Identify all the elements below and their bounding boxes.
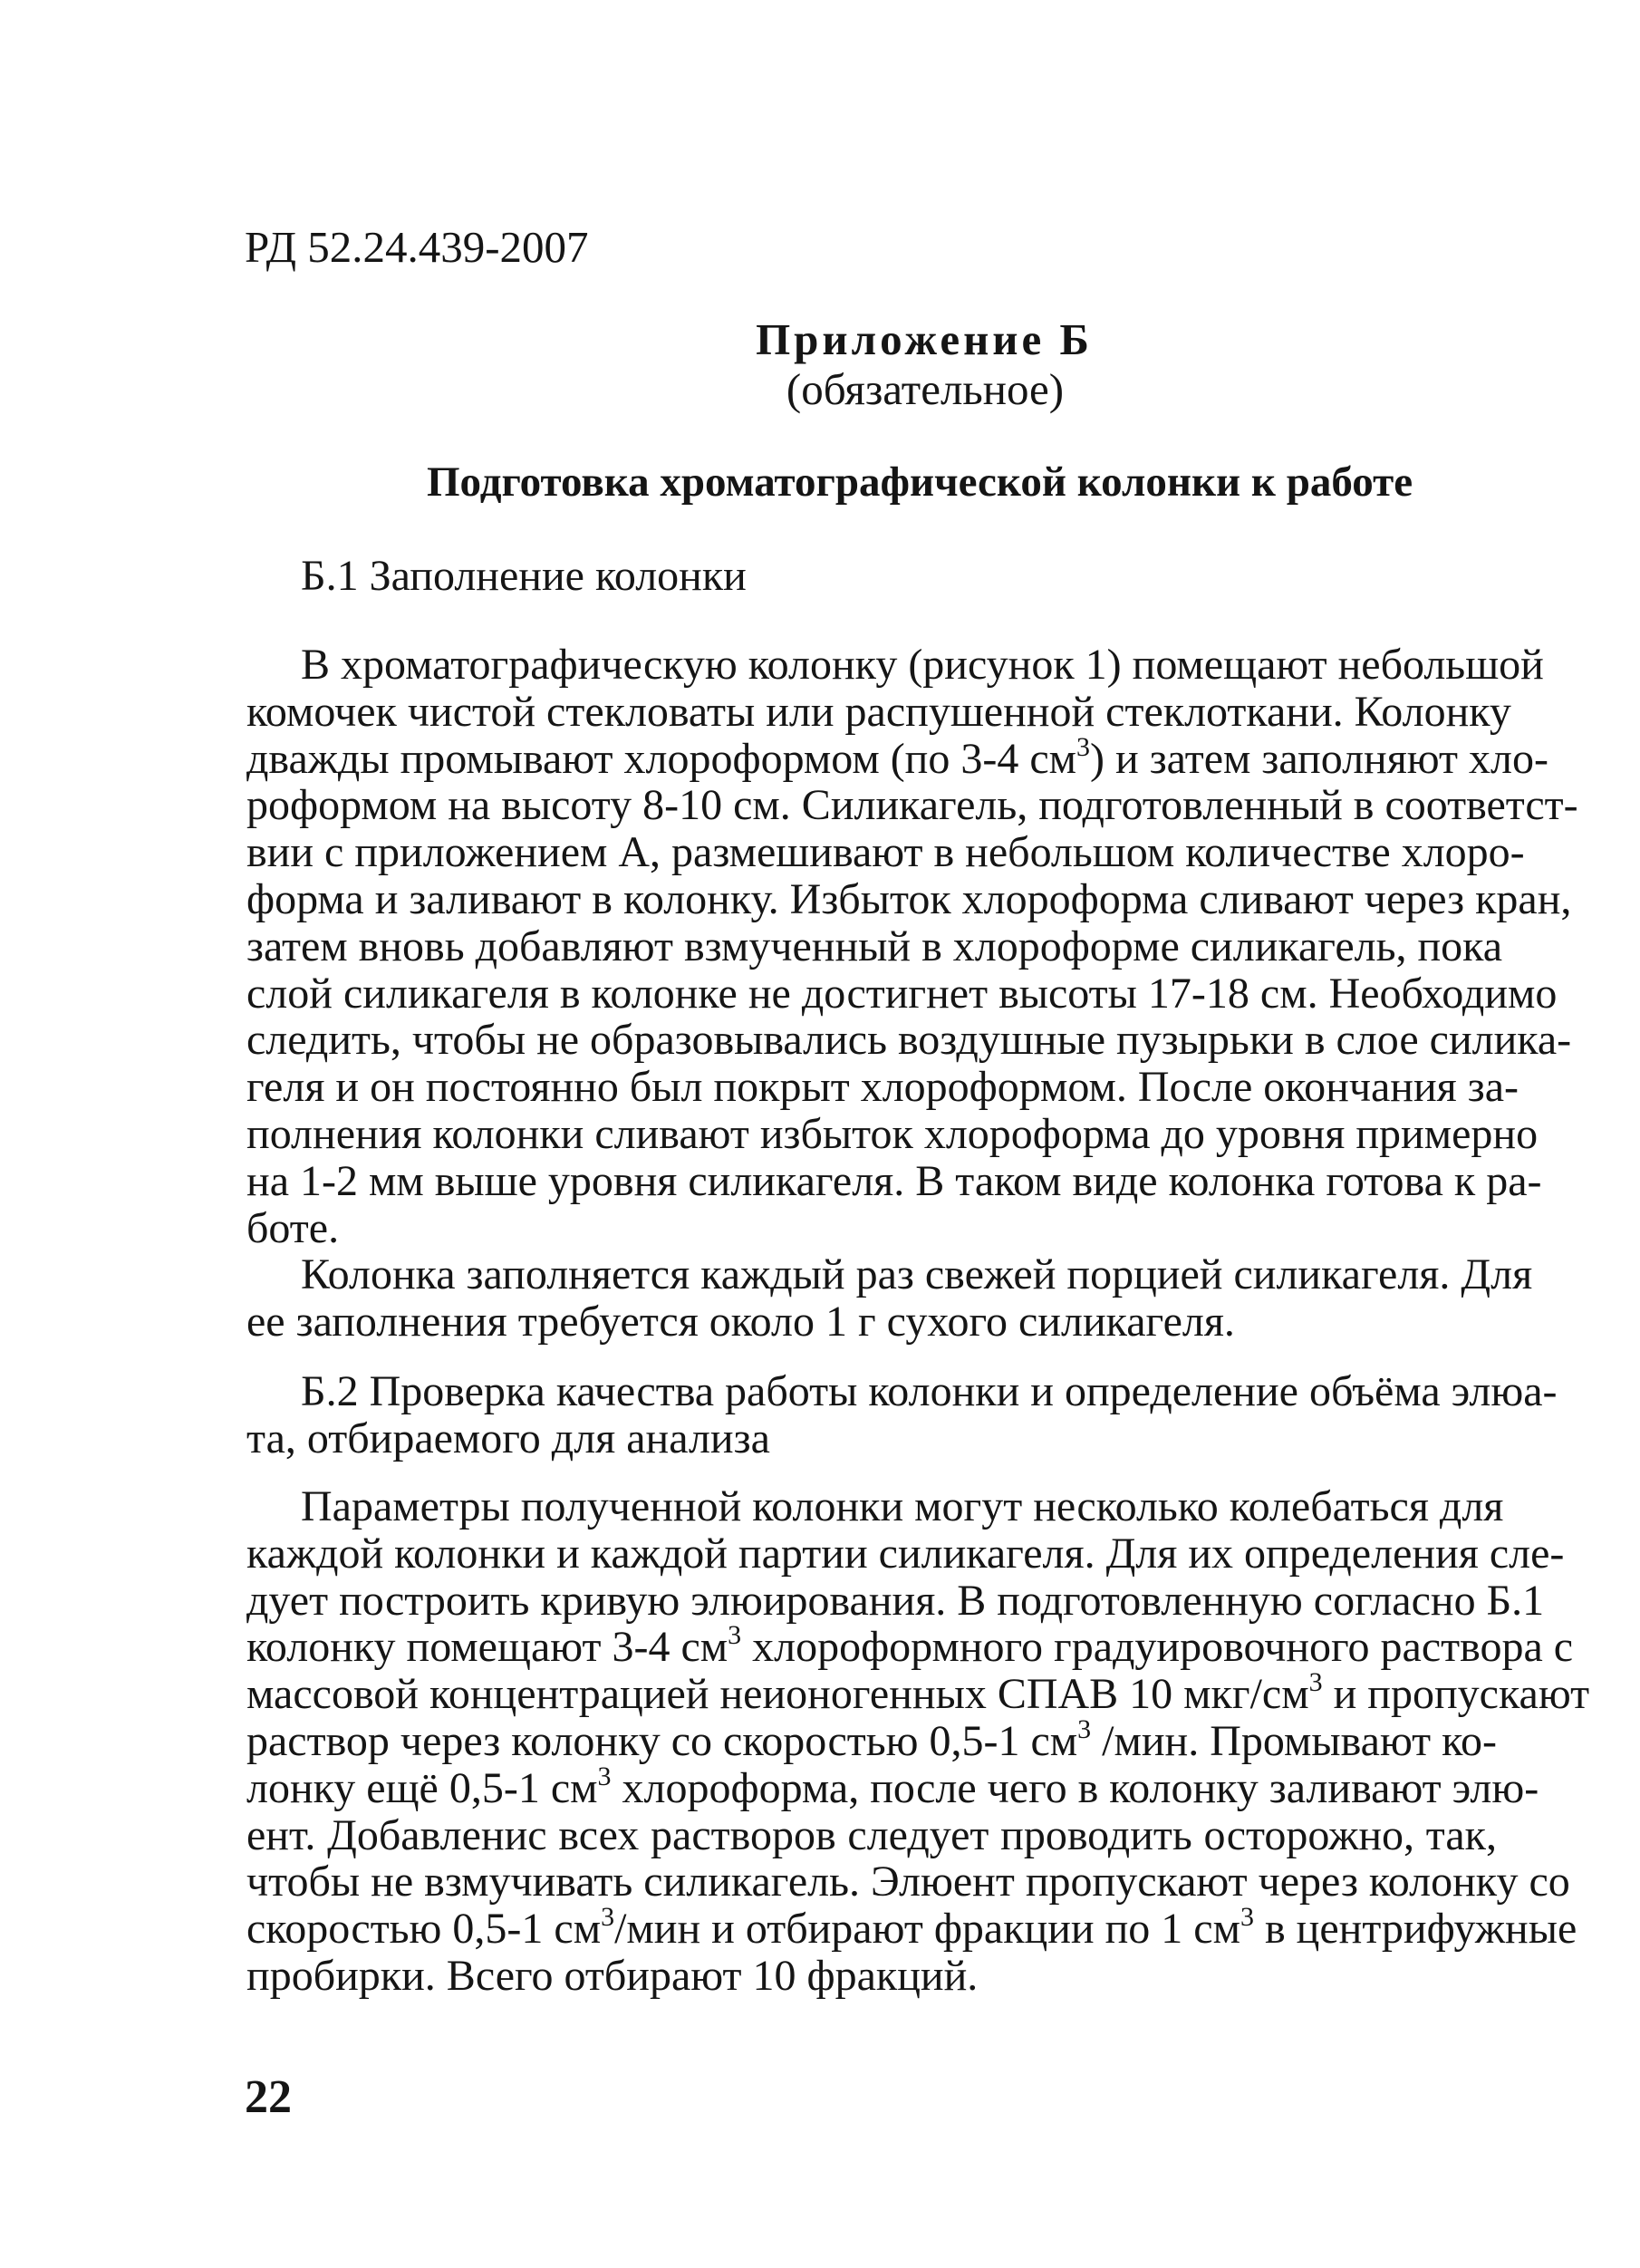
- subsection-2-paragraph-1: [246, 1482, 1590, 2000]
- text-run: /мин и отбирают фракции по 1 см: [614, 1905, 1240, 1954]
- subsection-1-title: Б.1 Заполнение колонки: [301, 552, 747, 600]
- text-line: вии с приложением А, размешивают в небольшом количестве хлоро-: [246, 828, 1525, 877]
- superscript: 3: [601, 1902, 615, 1933]
- text-line: Б.2 Проверка качества работы колонки и определение объёма элюа-: [301, 1367, 1558, 1415]
- text-run: колонку помещают 3-4 см: [246, 1623, 728, 1672]
- text-run: в центрифужные: [1253, 1905, 1577, 1954]
- text-line: [246, 1902, 1577, 1954]
- subsection-1-paragraph-1: [246, 641, 1578, 1252]
- superscript: 3: [1240, 1902, 1254, 1933]
- text-line: В хроматографическую колонку (рисунок 1) помещают небольшой: [301, 641, 1544, 689]
- text-line: [246, 731, 1548, 783]
- text-line: ент. Добавленис всех растворов следует проводить осторожно, так,: [246, 1810, 1497, 1859]
- text-line: полнения колонки сливают избыток хлороформа до уровня примерно: [246, 1109, 1539, 1158]
- text-line: затем вновь добавляют взмученный в хлороформе силикагель, пока: [246, 922, 1503, 970]
- superscript: 3: [728, 1620, 742, 1651]
- page-number: 22: [245, 2071, 292, 2123]
- text-line: на 1-2 мм выше уровня силикагеля. В таком виде колонка готова к ра-: [246, 1156, 1542, 1205]
- text-run: лонку ещё 0,5-1 см: [246, 1763, 598, 1812]
- text-run: и пропускают: [1322, 1670, 1590, 1719]
- text-run: хлороформа, после чего в колонку заливают элю-: [611, 1763, 1539, 1812]
- subsection-2-title: [246, 1367, 1558, 1462]
- text-run: скоростью 0,5-1 см: [246, 1905, 602, 1954]
- appendix-status-text: (обязательное): [786, 364, 1065, 414]
- text-run: /мин. Промывают ко-: [1091, 1716, 1498, 1765]
- text-line: ее заполнения требуется около 1 г сухого силикагеля.: [246, 1297, 1235, 1346]
- superscript: 3: [1077, 1713, 1092, 1744]
- text-line: дует построить кривую элюирования. В подготовленную согласно Б.1: [246, 1576, 1545, 1625]
- text-run: массовой концентрацией неионогенных СПАВ 10 мкг/см: [246, 1670, 1309, 1719]
- text-line: боте.: [246, 1203, 340, 1252]
- superscript: 3: [597, 1761, 612, 1791]
- superscript: 3: [1076, 731, 1091, 762]
- appendix-title-text: Приложение Б: [756, 314, 1093, 364]
- text-line: каждой колонки и каждой партии силикагеля. Для их определения сле-: [246, 1529, 1565, 1578]
- text-line: роформом на высоту 8-10 см. Силикагель, подготовленный в соответст-: [246, 781, 1578, 830]
- text-line: [246, 1667, 1590, 1719]
- text-line: геля и он постоянно был покрыт хлороформом. После окончания за-: [246, 1063, 1519, 1112]
- text-line: комочек чистой стекловаты или распушенной стеклоткани. Колонку: [246, 687, 1511, 736]
- text-line: Колонка заполняется каждый раз свежей порцией силикагеля. Для: [301, 1250, 1533, 1298]
- text-line: форма и заливают в колонку. Избыток хлороформа сливают через кран,: [246, 874, 1572, 923]
- text-run: раствор через колонку со скоростью 0,5-1 см: [246, 1716, 1078, 1765]
- text-line: [246, 1620, 1574, 1672]
- text-run: хлороформного градуировочного раствора с: [741, 1623, 1574, 1672]
- text-line: пробирки. Всего отбирают 10 фракций.: [246, 1951, 979, 2000]
- text-line: слой силикагеля в колонке не достигнет высоты 17-18 см. Необходимо: [246, 969, 1558, 1018]
- section-heading: Подготовка хроматографической колонки к работе: [427, 458, 1413, 506]
- text-line: Параметры полученной колонки могут несколько колебаться для: [301, 1482, 1504, 1530]
- text-line: [246, 1761, 1539, 1812]
- text-run: ) и затем заполняют хло-: [1090, 734, 1548, 783]
- superscript: 3: [1308, 1667, 1323, 1698]
- subsection-1-paragraph-2: [246, 1250, 1533, 1346]
- text-line: следить, чтобы не образовывались воздушные пузырьки в слое силика-: [246, 1016, 1572, 1065]
- text-run: дважды промывают хлороформом (по 3-4 см: [246, 734, 1077, 783]
- text-line: [246, 1713, 1498, 1765]
- text-line: чтобы не взмучивать силикагель. Элюент пропускают через колонку со: [246, 1858, 1570, 1906]
- document-code: РД 52.24.439-2007: [245, 222, 589, 272]
- text-line: та, отбираемого для анализа: [246, 1414, 770, 1462]
